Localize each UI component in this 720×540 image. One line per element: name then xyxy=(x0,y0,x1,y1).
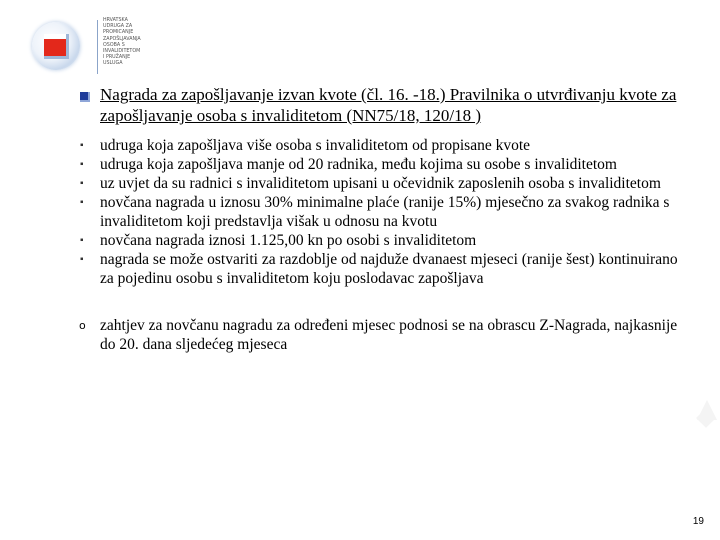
small-bullet-icon: ▪ xyxy=(80,254,84,265)
list-item xyxy=(78,231,694,250)
list-item xyxy=(78,155,694,174)
circle-bullet-icon: o xyxy=(79,319,86,332)
list-item-text: uz uvjet da su radnici s invaliditetom upisani u očevidnik zaposlenih osoba s invaliditetom xyxy=(100,175,661,192)
logo-text xyxy=(103,18,143,68)
small-bullet-icon: ▪ xyxy=(80,235,84,246)
note-text: zahtjev za novčanu nagradu za određeni mjesec podnosi se na obrascu Z-Nagrada, najkasnije do 20. dana sljedećeg mjeseca xyxy=(100,317,678,353)
list-item xyxy=(78,174,694,193)
list-item-text: nagrada se može ostvariti za razdoblje od najduže dvanaest mjeseci (ranije šest) kontinuirano za pojedinu osobu s invaliditetom koju poslodavac zapošljava xyxy=(100,251,678,287)
logo-square-icon xyxy=(44,34,69,59)
square-bullet-icon xyxy=(78,86,98,107)
organization-logo xyxy=(22,14,140,76)
logo-divider xyxy=(97,20,98,74)
logo-text-line: UDRUGA ZA xyxy=(103,24,133,30)
slide-content xyxy=(78,84,694,354)
small-bullet-icon: ▪ xyxy=(80,159,84,170)
small-bullet-icon: ▪ xyxy=(80,140,84,151)
list-item-text: udruga koja zapošljava manje od 20 radnika, među kojima su osobe s invaliditetom xyxy=(100,156,617,173)
logo-text-line: ZAPOŠLJAVANJA xyxy=(103,36,141,42)
page-number: 19 xyxy=(692,516,704,527)
logo-text-line: INVALIDITETOM xyxy=(103,49,141,55)
heading-text: Nagrada za zapošljavanje izvan kvote (čl. 16. -18.) Pravilnika o utvrđivanju kvote za zapošljavanje osoba s invaliditetom (NN75/18, 120/18 ) xyxy=(100,85,677,125)
list-item xyxy=(78,193,694,231)
logo-text-line: OSOBA S xyxy=(103,42,125,48)
list-item xyxy=(78,250,694,288)
list-item-text: udruga koja zapošljava više osoba s invaliditetom od propisane kvote xyxy=(100,137,531,154)
logo-text-line: HRVATSKA xyxy=(103,18,128,23)
list-item-text: novčana nagrada u iznosu 30% minimalne plaće (ranije 15%) mjesečno za svakog radnika s invaliditetom koji predstavlja višak u odnosu na kvotu xyxy=(100,194,670,230)
small-bullet-icon: ▪ xyxy=(80,178,84,189)
small-bullet-icon: ▪ xyxy=(80,197,84,208)
list-item xyxy=(78,136,694,155)
logo-text-line: USLUGA xyxy=(103,61,123,67)
note-item xyxy=(78,316,694,354)
list-item-text: novčana nagrada iznosi 1.125,00 kn po osobi s invaliditetom xyxy=(100,232,477,249)
logo-text-line: I PRUŽANJE xyxy=(103,55,131,61)
logo-text-line: PROMICANJE xyxy=(103,30,134,36)
heading-item xyxy=(78,84,694,126)
